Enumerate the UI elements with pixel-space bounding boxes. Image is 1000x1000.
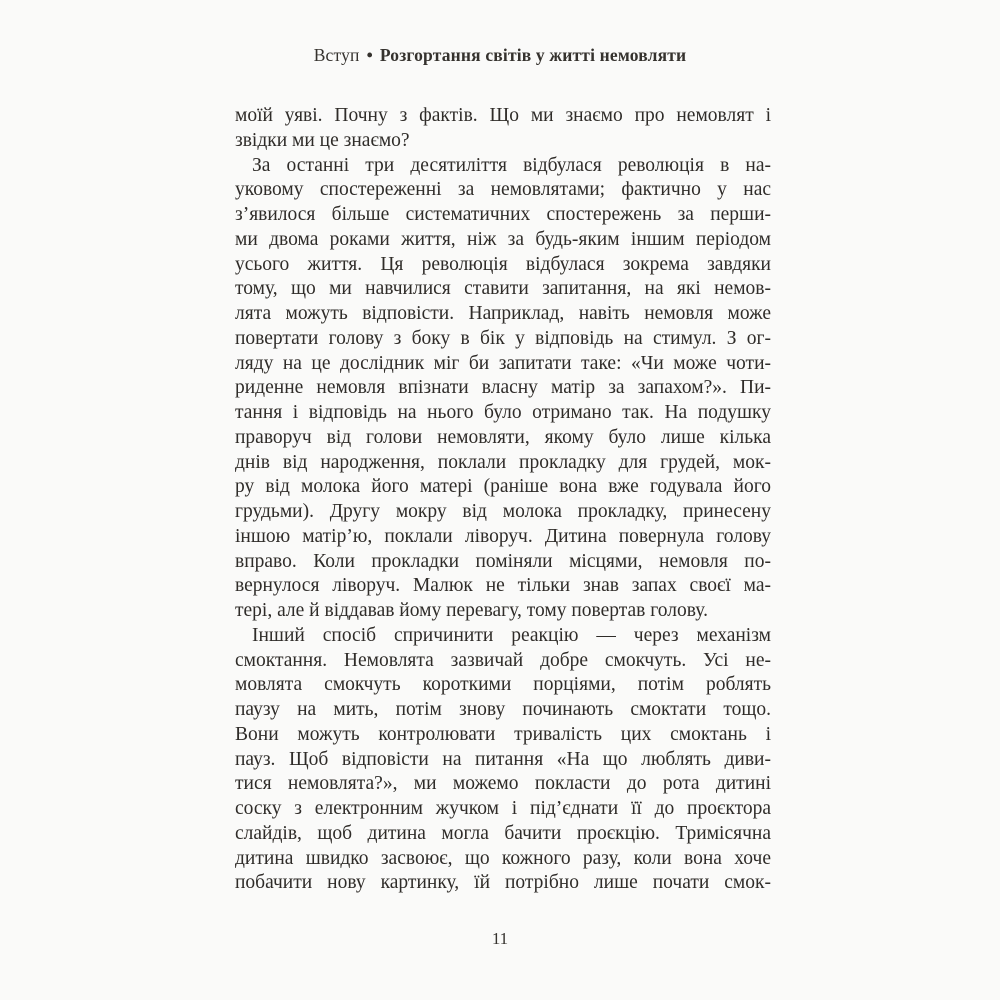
page-number: 11 — [491, 929, 509, 948]
body-line: ляду на це дослідник міг би запитати таке: «Чи може чоти- — [235, 352, 771, 374]
body-line: днів від народження, поклали прокладку для грудей, мок- — [235, 451, 771, 473]
body-line: вернулося ліворуч. Малюк не тільки знав запах своєї ма- — [235, 575, 771, 597]
section-label: Вступ — [313, 45, 360, 65]
body-line: ру від молока його матері (раніше вона вже годувала його — [235, 476, 771, 498]
body-line: з’явилося більше систематичних спостережень за перши- — [235, 204, 771, 225]
body-line: риденне немовля впізнати власну матір за запахом?». Пи- — [235, 377, 771, 399]
body-line: повертати голову з боку в бік у відповідь на стимул. З ог- — [235, 327, 771, 349]
body-line: ми двома роками життя, ніж за будь-яким іншим періодом — [235, 228, 771, 250]
body-line: За останні три десятиліття відбулася революція в на- — [252, 154, 771, 176]
body-line: іншою матір’ю, поклали ліворуч. Дитина повернула голову — [235, 525, 771, 547]
body-line: Інший спосіб спричинити реакцію — через механізм — [252, 624, 771, 646]
body-line: тання і відповідь на нього було отримано так. На подушку — [235, 402, 771, 423]
body-line: праворуч від голови немовляти, якому було лише кілька — [235, 426, 771, 448]
body-line: слайдів, щоб дитина могла бачити проєкцію. Тримісячна — [235, 822, 771, 844]
bullet-separator: • — [366, 45, 373, 65]
body-line: уковому спостереженні за немовлятами; фактично у нас — [235, 179, 771, 201]
body-line: тися немовлята?», ми можемо покласти до рота дитині — [235, 773, 771, 795]
body-line: паузу на мить, потім знову починають смоктати тощо. — [235, 699, 771, 720]
paragraph — [235, 624, 771, 896]
body-line: мовлята смокчуть короткими порціями, потім роблять — [235, 674, 771, 696]
paragraph — [235, 154, 771, 624]
body-line: усього життя. Ця революція відбулася зокрема завдяки — [235, 253, 771, 275]
body-line: тері, але й віддавав йому перевагу, тому повертав голову. — [235, 600, 708, 621]
body-line: смоктання. Немовлята зазвичай добре смокчуть. Усі не- — [235, 649, 771, 671]
running-head — [0, 45, 1000, 66]
paragraph — [235, 104, 771, 154]
body-line: вправо. Коли прокладки поміняли місцями, немовля по- — [235, 550, 771, 572]
body-line: звідки ми це знаємо? — [235, 129, 410, 151]
body-line: пауз. Щоб відповісти на питання «На що люблять диви- — [235, 748, 771, 770]
text-block — [235, 104, 771, 896]
chapter-title: Розгортання світів у житті немовляти — [379, 45, 687, 65]
body-line: Вони можуть контролювати тривалість цих смоктань і — [235, 723, 771, 745]
body-line: дитина швидко засвоює, що кожного разу, коли вона хоче — [235, 847, 771, 869]
body-line: тому, що ми навчилися ставити запитання, на які немов- — [235, 278, 771, 300]
body-line: побачити нову картинку, їй потрібно лише почати смок- — [235, 872, 771, 894]
body-line: моїй уяві. Почну з фактів. Що ми знаємо про немовлят і — [235, 105, 771, 126]
body-line: лята можуть відповісти. Наприклад, навіть немовля може — [235, 303, 771, 324]
body-line: соску з електронним жучком і під’єднати її до проєктора — [235, 798, 771, 819]
body-line: грудьми). Другу мокру від молока прокладку, принесену — [235, 501, 771, 522]
